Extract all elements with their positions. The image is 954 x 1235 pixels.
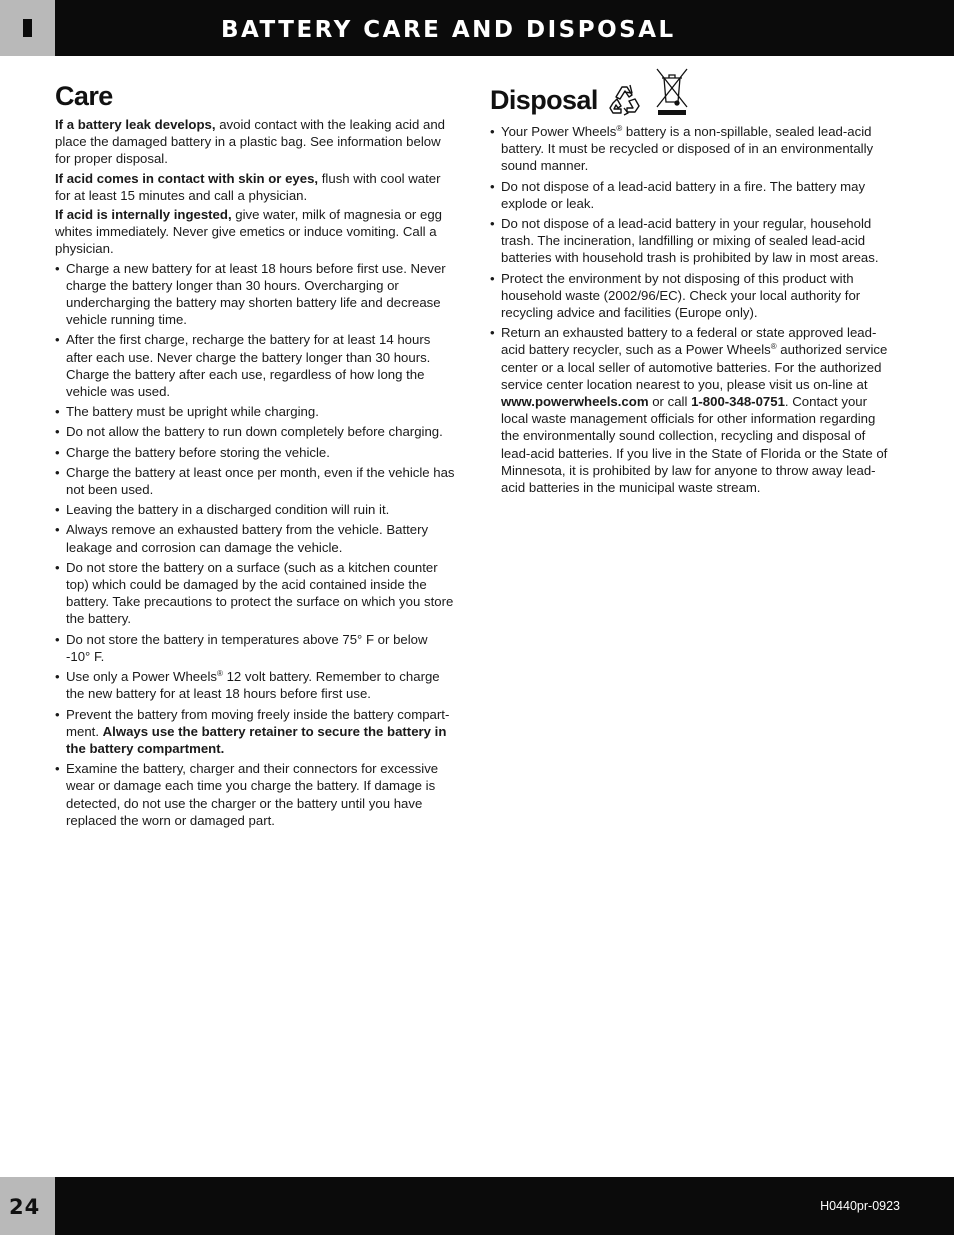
disposal-list	[490, 123, 895, 496]
care-list-item: • Charge the battery before storing the vehicle.	[55, 444, 455, 461]
care-list-item: • Do not store the battery on a surface (such as a kitchen counter top) which could be damaged by the acid contained inside the battery. Take precautions to protect the surface on which you store the battery.	[55, 559, 455, 628]
disposal-header	[490, 76, 895, 120]
registered-mark: ®	[770, 342, 777, 352]
document-code: H0440pr-0923	[820, 1199, 900, 1213]
item-text: 12 volt battery. Remember to charge the new battery for at least 18 hours before first use.	[66, 669, 440, 702]
care-list-item: • After the first charge, recharge the battery for at least 14 hours after each use. Never charge the battery longer than 30 hours. Charge the battery after each use, regardless of how long the vehicle was used.	[55, 331, 455, 400]
item-text: Return an exhausted battery to a federal or state approved lead-acid battery recycler, such as a Power Wheels	[501, 325, 877, 358]
care-list-item: • Do not allow the battery to run down completely before charging.	[55, 423, 455, 440]
disposal-list-item: • Do not dispose of a lead-acid battery in a fire. The battery may explode or leak.	[490, 178, 895, 212]
disposal-list-item	[490, 324, 895, 496]
page-number-tab	[0, 1177, 55, 1235]
care-list	[55, 260, 455, 829]
care-paragraph	[55, 116, 455, 168]
care-list-item: • Charge the battery at least once per month, even if the vehicle has not been used.	[55, 464, 455, 498]
disposal-heading: Disposal	[490, 85, 598, 115]
website-link[interactable]: www.powerwheels.com	[501, 394, 649, 410]
care-column	[55, 76, 455, 832]
care-list-item: • Examine the battery, charger and their connectors for excessive wear or damage each time you charge the battery. If damage is detected, do not use the charger or the battery until you have replaced the worn or damaged part.	[55, 760, 455, 829]
paragraph-lead: If acid comes in contact with skin or eyes,	[55, 170, 319, 186]
care-paragraph	[55, 170, 455, 204]
care-list-item	[55, 668, 455, 702]
item-text: battery is a non-spillable, sealed lead-acid battery. It must be recycled or disposed of in an environmentally sound manner.	[501, 124, 874, 174]
item-text: authorized service center or a local seller of automotive batteries. For the authorized service center location nearest to you, please visit us on-line at	[501, 342, 888, 392]
item-text: or call	[648, 394, 692, 410]
care-heading: Care	[55, 81, 113, 111]
crossed-out-bin-icon	[654, 66, 690, 120]
disposal-list-item: • Do not dispose of a lead-acid battery in your regular, household trash. The incineration, landfilling or mixing of sealed lead-acid batteries with household trash is prohibited by law in most areas.	[490, 215, 895, 267]
care-list-item	[55, 706, 455, 758]
section-marker	[23, 19, 32, 37]
page-number: 24	[9, 1195, 41, 1219]
disposal-column	[490, 76, 895, 499]
care-paragraph	[55, 206, 455, 258]
disposal-list-item	[490, 123, 895, 175]
item-text: Your Power Wheels	[501, 124, 617, 139]
care-list-item: • Always remove an exhausted battery from the vehicle. Battery leakage and corrosion can damage the vehicle.	[55, 521, 455, 555]
registered-mark: ®	[217, 669, 223, 679]
paragraph-text: give water, milk of magnesia or egg whites immediately. Never give emetics or induce vomiting. Call a physician.	[55, 207, 442, 257]
section-tab	[0, 0, 55, 56]
care-list-item: • Leaving the battery in a discharged condition will ruin it.	[55, 501, 455, 518]
paragraph-lead: If acid is internally ingested,	[55, 207, 232, 223]
care-list-item: • Do not store the battery in temperatures above 75° F or below -10° F.	[55, 631, 455, 665]
item-text: . Contact your local waste management officials for other information regarding the environmentally sound collection, recycling and disposal of lead-acid batteries. If you live in the State of Florida or the State of Minnesota, it is prohibited by law for anyone to throw away lead-acid batteries in the municipal waste stream.	[501, 394, 888, 496]
care-list-item: • Charge a new battery for at least 18 hours before first use. Never charge the battery longer than 30 hours. Overcharging or undercharging the battery may shorten battery life and decrease vehicle running time.	[55, 260, 455, 329]
recycle-icon	[608, 82, 644, 120]
item-text: Use only a Power Wheels	[66, 669, 217, 685]
page-title: BATTERY CARE AND DISPOSAL	[221, 17, 676, 43]
care-list-item: • The battery must be upright while charging.	[55, 403, 455, 420]
item-emphasis: Always use the battery retainer to secure the battery in the battery compartment.	[66, 723, 447, 756]
header-bar	[0, 0, 954, 56]
registered-mark: ®	[616, 124, 623, 133]
paragraph-lead: If a battery leak develops,	[55, 117, 216, 132]
paragraph-text: flush with cool water for at least 15 minutes and call a physician.	[55, 170, 441, 203]
phone-number: 1-800-348-0751	[691, 394, 785, 410]
paragraph-text: avoid contact with the leaking acid and place the damaged battery in a plastic bag. See information below for proper disposal.	[55, 117, 445, 167]
disposal-list-item: • Protect the environment by not disposing of this product with household waste (2002/96/EC). Check your local authority for recycling advice and facilities (Europe only).	[490, 270, 895, 322]
footer-bar	[0, 1177, 954, 1235]
item-text: Prevent the battery from moving freely inside the battery compart-ment.	[66, 706, 450, 739]
